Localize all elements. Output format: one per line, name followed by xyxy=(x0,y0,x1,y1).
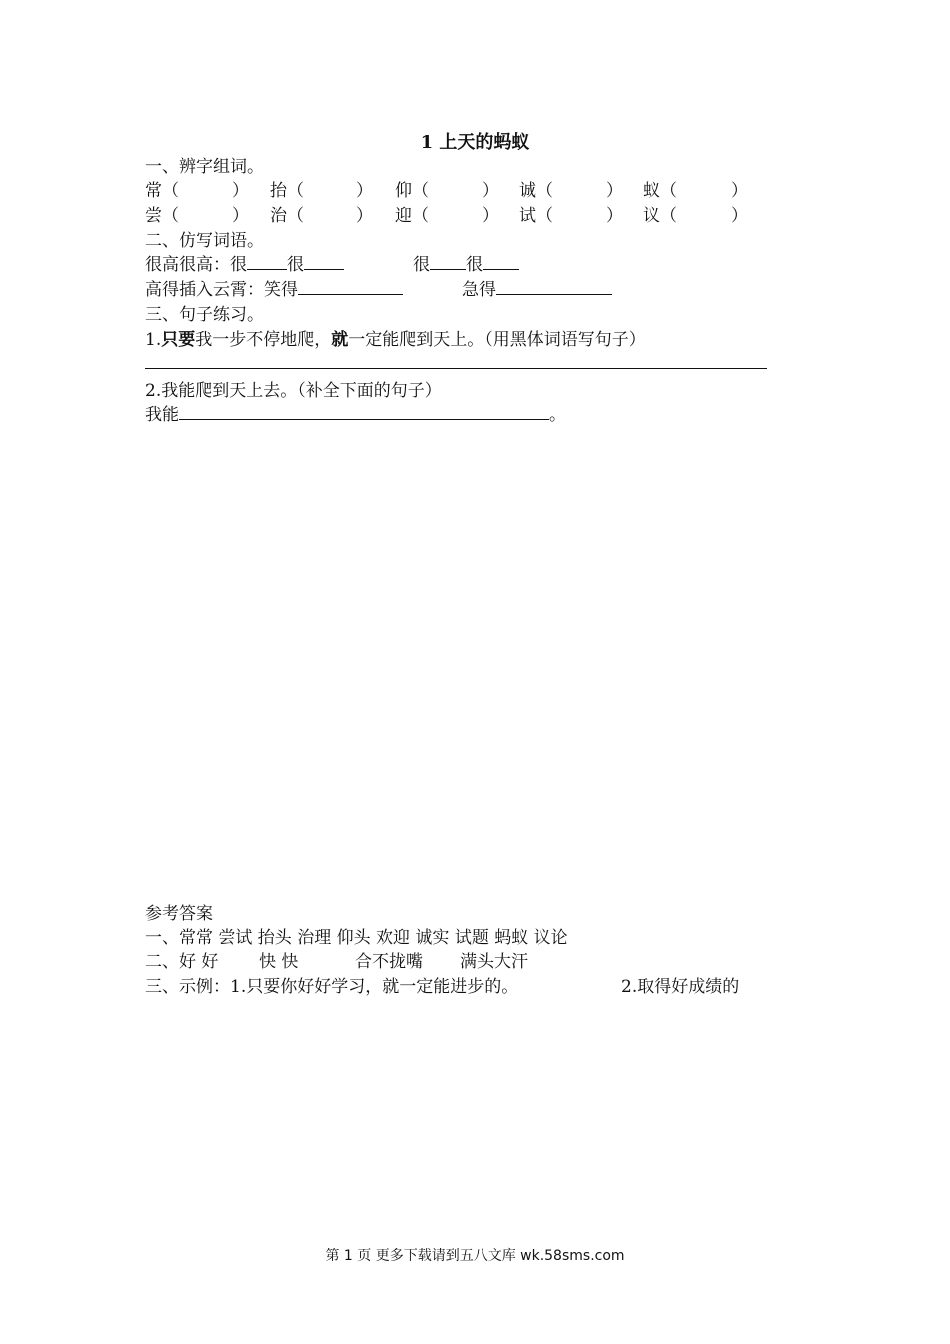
q2-suffix: 。 xyxy=(549,405,566,425)
section2-line2-b xyxy=(462,275,612,300)
paren-close: ） xyxy=(731,206,748,226)
page-footer: 第 1 页 更多下载请到五八文库 wk.58sms.com xyxy=(325,1248,625,1264)
question-2: 2.我能爬到天上去。（补全下面的句子） xyxy=(145,381,442,401)
char-cell: 议（ xyxy=(643,206,677,226)
answers-heading: 参考答案 xyxy=(145,904,213,924)
word-part: 很 xyxy=(230,255,247,275)
paren-close: ） xyxy=(232,181,249,201)
char-cell: 蚁（ xyxy=(643,181,677,201)
section2-line2 xyxy=(145,275,403,300)
char-cell: 尝（ xyxy=(145,206,179,226)
q1-end: 一定能爬到天上。（用黑体词语写句子） xyxy=(348,330,646,350)
paren-close: ） xyxy=(482,181,499,201)
q1-number: 1. xyxy=(145,330,162,350)
fill-blank[interactable] xyxy=(430,254,466,270)
section3-heading: 三、句子练习。 xyxy=(145,305,264,325)
paren-close: ） xyxy=(482,206,499,226)
page-title: 1 上天的蚂蚁 xyxy=(420,132,530,153)
q1-bold-word: 就 xyxy=(331,330,349,350)
section2-line1 xyxy=(145,250,344,275)
word-part: 笑得 xyxy=(264,280,298,300)
char-cell: 诚（ xyxy=(519,181,553,201)
q2-prefix: 我能 xyxy=(145,405,179,425)
question-2-fill xyxy=(145,400,566,425)
fill-blank[interactable] xyxy=(304,254,344,270)
char-cell: 常（ xyxy=(145,181,179,201)
word-part: 很 xyxy=(466,255,483,275)
q1-middle: 我一步不停地爬， xyxy=(195,330,332,350)
answer-2-part: 二、好 好 xyxy=(145,952,219,972)
word-part: 很 xyxy=(287,255,304,275)
section2-line1-b xyxy=(413,250,519,275)
section1-heading: 一、辨字组词。 xyxy=(145,157,264,177)
answer-2-part: 合不拢嘴 xyxy=(355,952,423,972)
line2-label: 高得插入云霄： xyxy=(145,280,264,300)
paren-close: ） xyxy=(356,181,373,201)
answer-1: 一、常常 尝试 抬头 治理 仰头 欢迎 诚实 试题 蚂蚁 议论 xyxy=(145,928,568,948)
line1-label: 很高很高： xyxy=(145,255,230,275)
answer-2-part: 快 快 xyxy=(259,952,299,972)
paren-close: ） xyxy=(606,206,623,226)
paren-close: ） xyxy=(606,181,623,201)
answer-2 xyxy=(145,947,218,972)
fill-blank[interactable] xyxy=(483,254,519,270)
word-part: 急得 xyxy=(462,280,496,300)
answer-2-part: 满头大汗 xyxy=(460,952,528,972)
char-cell: 迎（ xyxy=(395,206,429,226)
answer-line[interactable] xyxy=(145,368,767,369)
paren-close: ） xyxy=(356,206,373,226)
fill-blank[interactable] xyxy=(298,279,403,295)
fill-blank[interactable] xyxy=(247,254,287,270)
section2-heading: 二、仿写词语。 xyxy=(145,231,264,251)
paren-close: ） xyxy=(731,181,748,201)
q1-bold-word: 只要 xyxy=(161,330,196,350)
paren-close: ） xyxy=(232,206,249,226)
fill-blank[interactable] xyxy=(179,404,549,420)
answer-3-b: 2.取得好成绩的 xyxy=(621,977,740,997)
question-1 xyxy=(145,325,646,350)
char-cell: 仰（ xyxy=(395,181,429,201)
char-cell: 试（ xyxy=(519,206,553,226)
char-cell: 抬（ xyxy=(270,181,304,201)
word-part: 很 xyxy=(413,255,430,275)
answer-3: 三、示例：1.只要你好好学习，就一定能进步的。 xyxy=(145,977,519,997)
fill-blank[interactable] xyxy=(496,279,612,295)
char-cell: 治（ xyxy=(270,206,304,226)
